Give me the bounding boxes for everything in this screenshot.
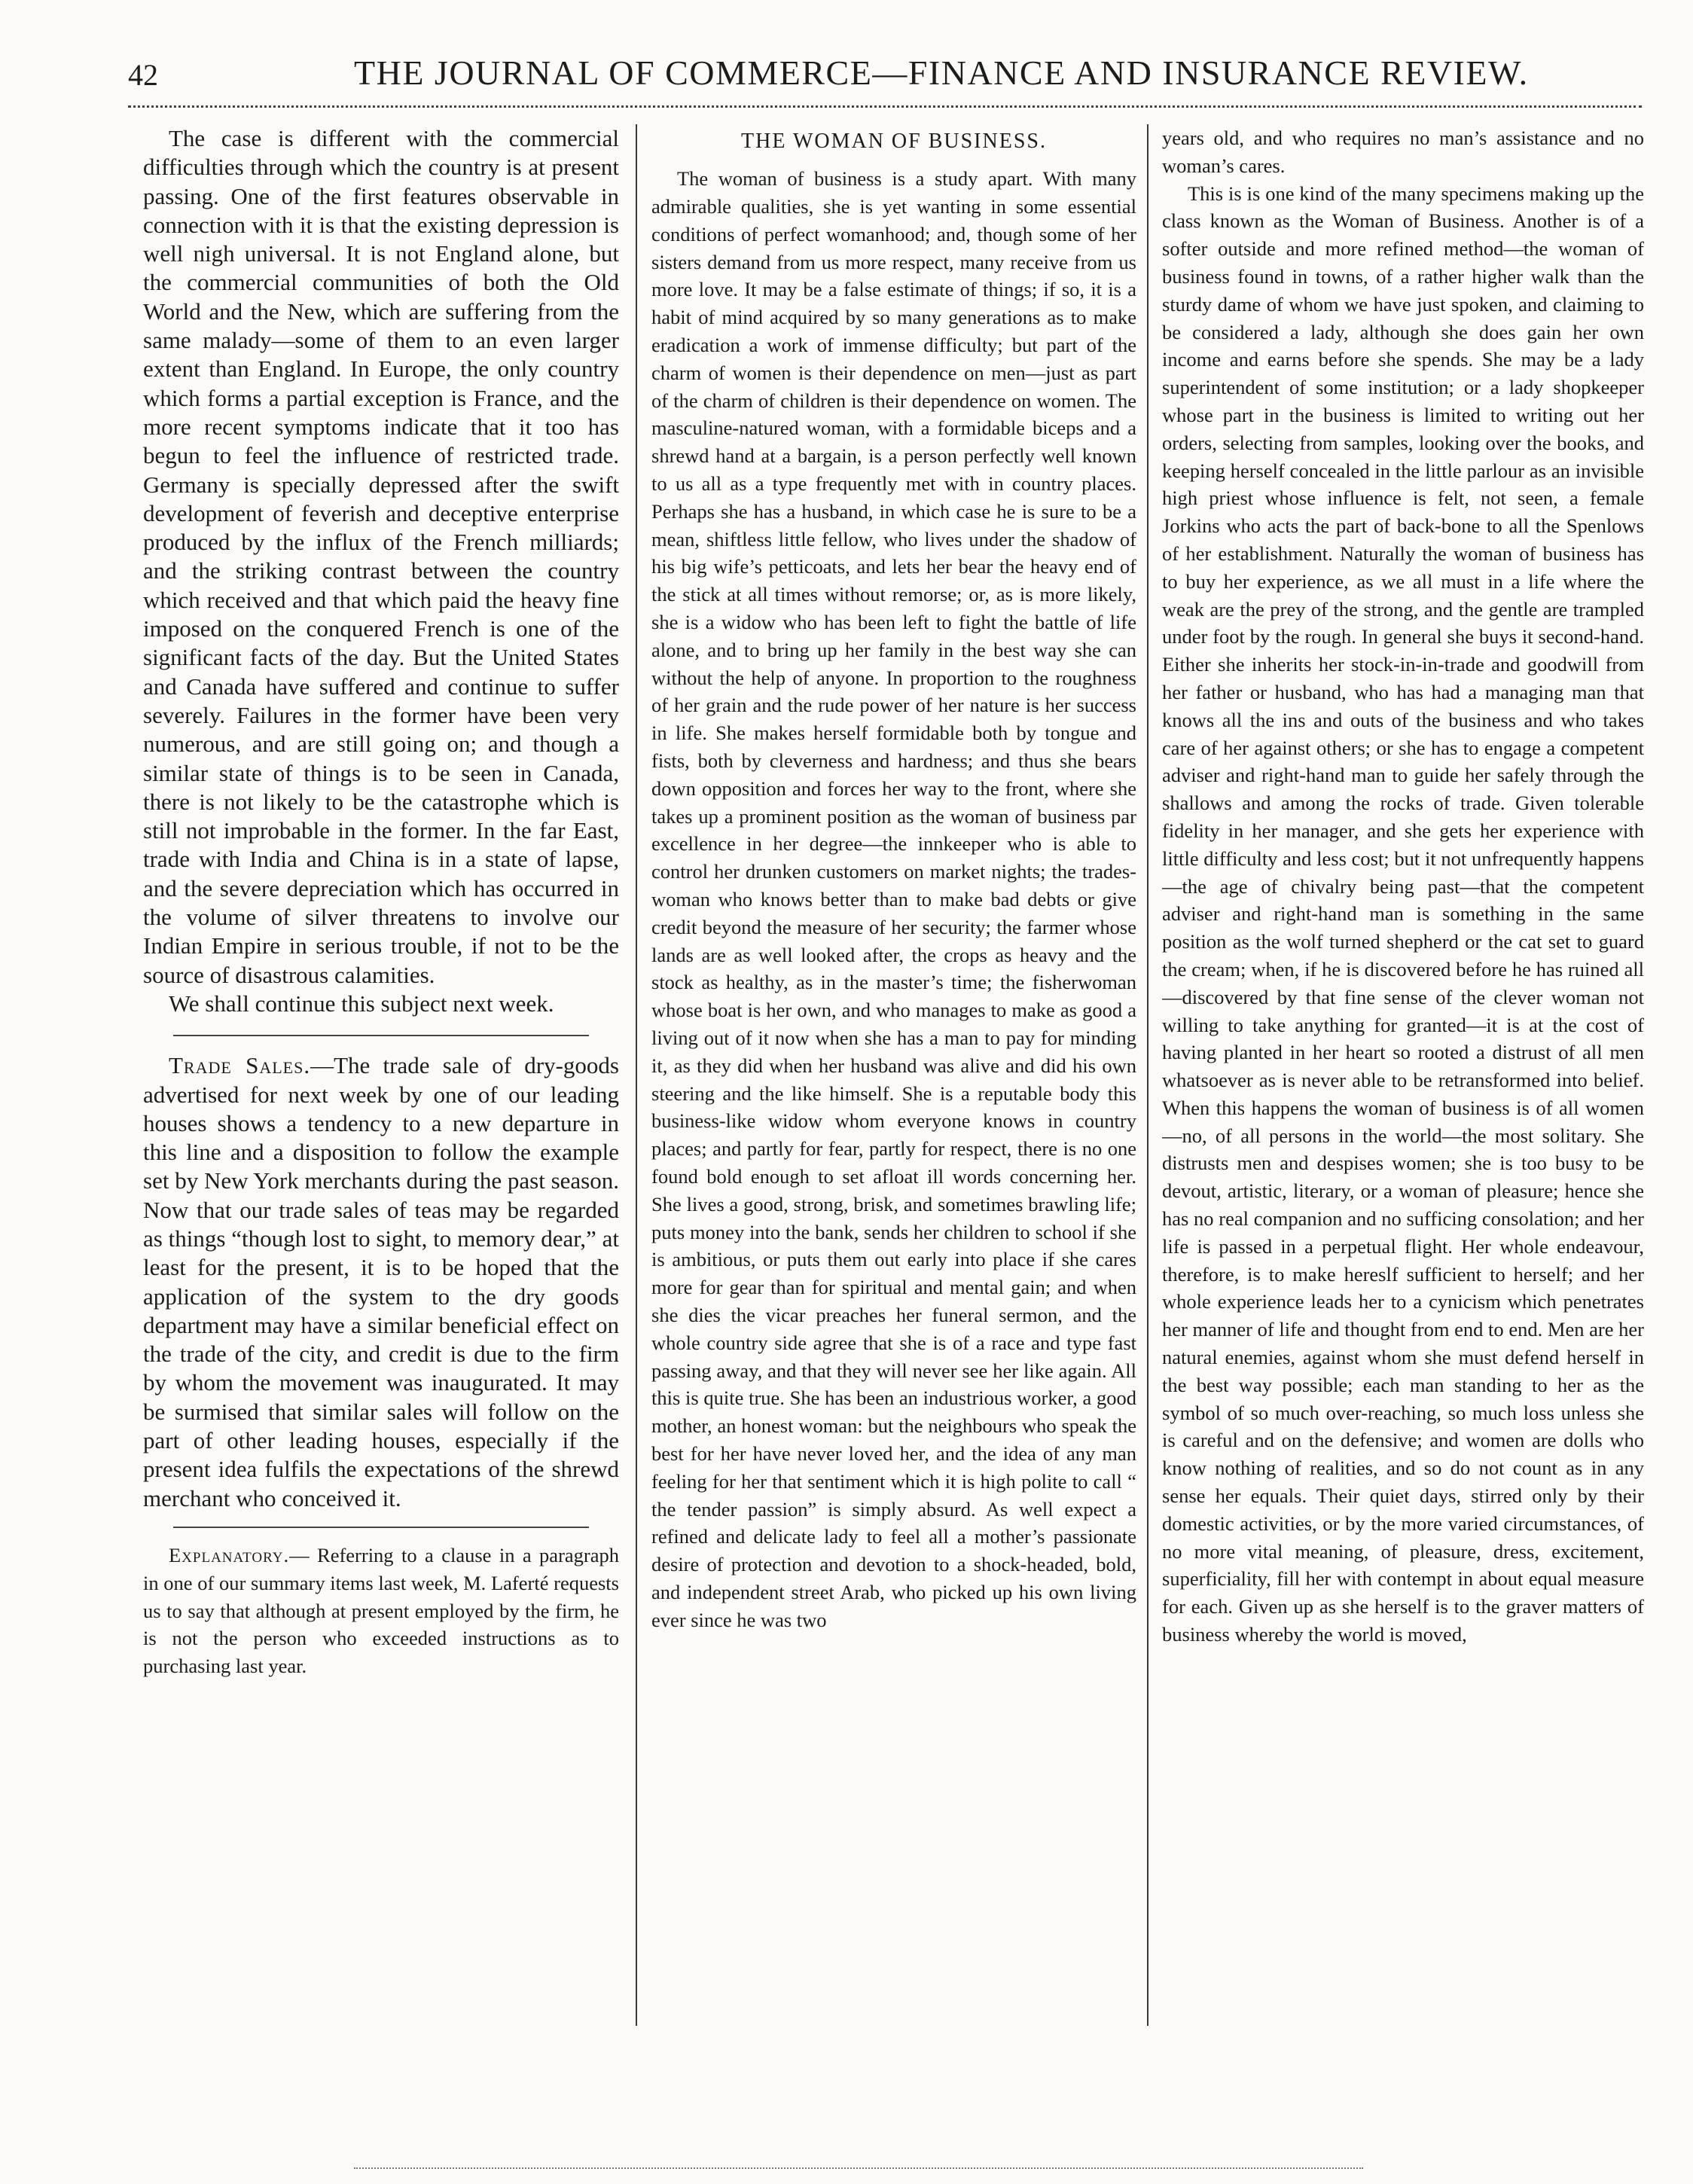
column-3 <box>1162 124 1644 2007</box>
trade-sales-article <box>143 1051 619 1513</box>
column-divider-2 <box>1147 124 1148 2026</box>
woman-of-business-paragraph-2: This is is one kind of the many specimens making up the class known as the Woman of Business. Another is of a softer outside and more refined method—the woman of business found in towns, of a rather higher walk than the sturdy dame of whom we have just spoken, and claiming to be considered a lady, although she does gain her own income and earns before she spends. She may be a lady superintendent of some institution; or a lady shopkeeper whose part in the business is limited to writing out her orders, selecting from samples, looking over the books, and keeping herself concealed in the little parlour as an invisible high priest whose influence is felt, not seen, a female Jorkins who acts the part of back-bone to all the Spenlows of her establishment. Naturally the woman of business has to buy her experience, as we all must in a life where the weak are the prey of the strong, and the gentle are trampled under foot by the rough. In general she buys it second-hand. Either she inherits her stock-in-in-trade and goodwill from her father or husband, who has had a managing man that knows all the ins and outs of the business and who takes care of her against others; or she has to engage a competent adviser and right-hand man to guide her safely through the shallows and among the rocks of trade. Given tolerable fidelity in her manager, and she gets her experience with little difficulty and less cost; but it not unfrequently happens—the age of chivalry being past—that the competent adviser and right-hand man is something in the same position as the wolf turned shepherd or the cat set to guard the cream; when, if he is discovered before he has ruined all—discovered by that fine sense of the clever woman not willing to take anything for granted—it is at the cost of having planted in her heart so rooted a distrust of all men whatsoever as is never able to be retransformed into belief. When this happens the woman of business is of all women—no, of all persons in the world—the most solitary. She distrusts men and despises women; she is too busy to be devout, artistic, literary, or a woman of pleasure; hence she has no real companion and no sufficing consolation; and her life is passed in a perpetual flight. Her whole endeavour, therefore, is to make hereslf sufficient to herself; and her whole experience leads her to a cynicism which penetrates her manner of life and thought from end to end. Men are her natural enemies, against whom she must defend herself in the best way possible; each man standing to her as the symbol of so much over-reaching, so much loss unless she is careful and on the defensive; and women are dolls who know nothing of realities, and so do not count as in any sense her equals. Their quiet days, stirred only by their domestic activities, or by the more varied circumstances, of no more vital meaning, of pleasure, dress, excitement, superficiality, fill her with contempt in about equal measure for each. Given up as she herself is to the graver matters of business whereby the world is moved, <box>1162 181 1644 1646</box>
footer-rule <box>354 2167 1363 2169</box>
page-header <box>128 53 1642 105</box>
explanatory-body: — Referring to a clause in a paragraph in one of our summary items last week, M. Laferté requests us to say that although at present employed by the firm, he is not the person who exceeded instructions as to purchasing last year. <box>143 1543 619 1678</box>
section-separator <box>173 1035 589 1036</box>
explanatory-lead: Explanatory. <box>169 1543 290 1566</box>
column-1 <box>143 124 619 2007</box>
header-rule <box>128 105 1642 108</box>
woman-of-business-paragraph-1: The woman of business is a study apart. With many admirable qualities, she is yet wanting in some essential conditions of perfect womanhood; and, though some of her sisters demand from us more respect, many receive from us more love. It may be a false estimate of things; if so, it is a habit of mind acquired by so many generations as to make eradication a work of immense difficulty; but part of the charm of women is their dependence on men—just as part of the charm of children is their dependence on women. The masculine-natured woman, with a formidable biceps and a shrewd hand at a bargain, is a person perfectly well known to us all as a type frequently met with in country places. Perhaps she has a husband, in which case he is sure to be a mean, shiftless little fellow, who lives under the shadow of his big wife’s petticoats, and lets her bear the heavy end of the stick at all times without remorse; or, as is more likely, she is a widow who has been left to fight the battle of life alone, and to bring up her family in the best way she can without the help of anyone. In proportion to the roughness of her grain and the rude power of her nature is her success in life. She makes herself formidable both by tongue and fists, both by cleverness and hardness; and thus she bears down opposition and forces her way to the front, where she takes up a prominent position as the woman of business par excellence in her degree—the innkeeper who is able to control her drunken customers on market nights; the trades-woman who knows better than to make bad debts or give credit beyond the measure of her security; the farmer whose lands are as well looked after, the crops as heavy and the stock as healthy, as in the master’s time; the fisherwoman whose boat is her own, and who manages to make as good a living out of it now when she has a man to pay for minding it, as they did when her husband was alive and did his own steering and the like himself. She is a reputable body this business-like widow whom everyone knows in country places; and partly for fear, partly for respect, there is no one found bold enough to set afloat ill words concerning her. She lives a good, strong, brisk, and sometimes brawling life; puts money into the bank, sends her children to school if she is ambitious, or puts them out early into place if she cares more for gear than for spiritual and mental gain; and when she dies the vicar preaches her funeral sermon, and the whole country side agree that she is of a race and type fast passing away, and that they will never see her like again. All this is quite true. She has been an industrious worker, a good mother, an honest woman: but the neighbours who speak the best for her have never loved her, and the idea of any man feeling for her that sentiment which it is high polite to call “ the tender passion” is simply absurd. As well expect a refined and delicate lady to feel all a mother’s passionate desire of protection and devotion to a shock-headed, bold, and independent street Arab, who picked up his own living ever since he was two <box>651 167 1136 1631</box>
running-head: THE JOURNAL OF COMMERCE—FINANCE AND INSURANCE REVIEW. <box>354 53 1529 92</box>
woman-of-business-continuation: years old, and who requires no man’s assistance and no woman’s cares. <box>1162 127 1644 177</box>
column-2 <box>651 124 1136 2007</box>
trade-sales-body: —The trade sale of dry-goods advertised for next week by one of our leading houses shows a tendency to a new departure in this line and a disposition to follow the example set by New York merchants during the past season. Now that our trade sales of teas may be regarded as things “though lost to sight, to memory dear,” at least for the present, it is to be hoped that the application of the system to the dry goods department may have a similar beneficial effect on the trade of the city, and credit is due to the firm by whom the movement was inaugurated. It may be surmised that similar sales will follow on the part of other leading houses, especially if the present idea fulfils the expectations of the shrewd merchant who conceived it. <box>143 1052 619 1511</box>
article-heading: THE WOMAN OF BUSINESS. <box>741 130 1047 153</box>
continue-note: We shall continue this subject next week. <box>169 990 554 1017</box>
page-number: 42 <box>128 58 158 92</box>
depression-paragraph: The case is different with the commercial difficulties through which the country is at present passing. One of the first features observable in connection with it is that the existing depression is well nigh universal. It is not England alone, but the commercial communities of both the Old World and the New, which are suffering from the same malady—some of them to an even larger extent than England. In Europe, the only country which forms a partial exception is France, and the more recent symptoms indicate that it too has begun to feel the influence of restricted trade. Germany is specially depressed after the swift development of feverish and deceptive enterprise produced by the influx of the French milliards; and the striking contrast between the country which received and that which paid the heavy fine imposed on the conquered French is one of the significant facts of the day. But the United States and Canada have suffered and continue to suffer severely. Failures in the former have been very numerous, and are still going on; and though a similar state of things is to be seen in Canada, there is not likely to be the catastrophe which is still not improbable in the former. In the far East, trade with India and China is in a state of lapse, and the severe depreciation which has occurred in the volume of silver threatens to involve our Indian Empire in serious trouble, if not to be the source of disastrous calamities. <box>143 125 619 988</box>
column-divider-1 <box>636 124 637 2026</box>
section-separator-2 <box>173 1527 589 1528</box>
explanatory-note <box>143 1542 619 1680</box>
trade-sales-lead: Trade Sales. <box>169 1052 311 1079</box>
